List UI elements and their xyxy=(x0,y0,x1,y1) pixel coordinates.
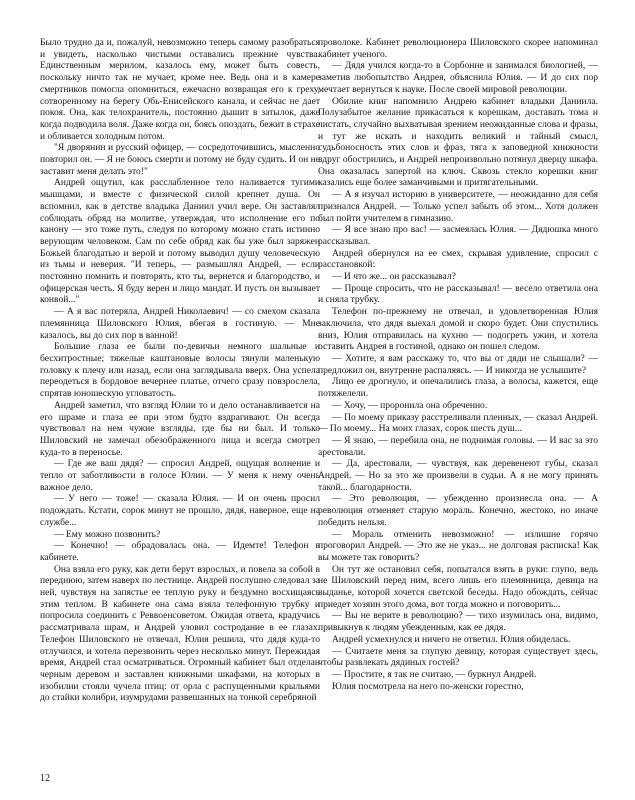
paragraph: — Простите, я так не считаю, — буркнул Андрей. xyxy=(332,668,537,680)
paragraph: Андрей ощутил, как расслабленное тело наливается тугими мышцами, и вместе с физической силой крепнет душа. Он вспомнил, как в детстве владыка Даниил учил вере. Он заставлял соблюдать обряд на молитве, утверждая, что исполнение его по канону — это тоже путь, следуя по которому можно стать истинно верующим человеком. Сам по себе обряд как бы уже был заряжен Божьей благодатью и верой и потому выводил душу человеческую из тьмы и неверия. "И теперь, — размышлял Андрей, — если постоянно помнить и повторять, кто ты, вернется и благородство, и офицерская честь. Я буду верен и лицо мандат. И пусть он вызывает конвой..." xyxy=(40,177,320,306)
paragraph: Юлия посмотрела на него по-женски горестно, xyxy=(332,680,524,692)
paragraph: — Считаете меня за глупую девицу, которая существует здесь, чтобы развлекать дядиных гостей? xyxy=(318,645,598,669)
paragraph: — Дядя учился когда-то в Сорбонне и занимался биологией, — заметив любопытство Андрея, объяснила Юлия. — И до сих пор мечтает вернуться к науке. После своей мировой революции. xyxy=(318,60,598,95)
page-number: 12 xyxy=(40,773,50,784)
paragraph: — А я изучал историю в университете, — неожиданно для себя признался Андрей. — Только успел забыть об этом... Хотя должен был пойти учителем в гимназию. xyxy=(318,189,598,224)
paragraph: Обилие книг напомнило Андрею кабинет владыки Даниила. Полузабытое желание прикасаться к корешкам, доставать тома и листать, случайно выхватывая зрением неожиданные слова и фразы, и тут же искать и находить великий и тайный смысл, судьбоносность этих слов и фраз, тяга к заповедной книжности вдруг обострились, и Андрей непроизвольно потянул дверцу шкафа. Она оказалась запертой на ключ. Сквозь стекло корешки книг казались еще более заманчивыми и притягательными. xyxy=(318,95,598,189)
paragraph: Андрей усмехнулся и ничего не ответил. Юлия обиделась. xyxy=(332,633,571,645)
paragraph: Андрей заметил, что взгляд Юлии то и дело останавливается на его шраме и глаза ее при этом будто вздрагивают. Он всегда чувствовал на нем чужие взгляды, где бы ни был. И только Шиловский не замечал обезображенного лица и всегда смотрел куда-то в переносье. xyxy=(40,399,320,458)
paragraph: Было трудно да и, пожалуй, невозможно теперь самому разобраться и увидеть, насколько чистыми оставались прежние чувства. Единственным мерилом, казалось ему, может быть совесть, поскольку ничто так не мучает, кроме нее. Ведь она и в камере смертников помогла опомниться, ежечасно возвращая его к греху, сотворенному на берегу Обь-Енисейского канала, и сейчас не дает покоя. Она, как телохранитель, постоянно дышит в затылок, даже когда подводила воля. Даже когда он, боясь опоздать, бежит в страхе и обливается холодным потом. xyxy=(40,37,320,142)
paragraph: — У него — тоже! — сказала Юлия. — И он очень просил подождать. Кстати, сорок минут не прошло, дядя, наверное, еще на службе... xyxy=(40,493,320,528)
left-text-column xyxy=(40,37,320,704)
paragraph: — Проще спросить, что не рассказывал! — весело ответила она и сняла трубку. xyxy=(318,282,598,306)
paragraph: Он тут же остановил себя, попытался взять в руки: глупо, ведь не Шиловский перед ним, всего лишь его племянница, девица на выданье, которой хочется светской беседы. Надо обождать, сейчас приедет хозяин этого дома, вот тогда можно и поговорить... xyxy=(318,563,598,610)
paragraph: — Это революция, — убежденно произнесла она. — А революция отменяет старую мораль. Конечно, жестоко, но иначе победить нельзя. xyxy=(318,493,598,528)
paragraph: Большие глаза ее были по-девичьи немного шальные и бесхитростные; тяжелые каштановые волосы тянули маленькую головку к плечу или назад, если она заглядывала вверх. Она успела переодеться в бордовое вечернее платье, отчего сразу повзрослела, спрятав юношескую угловатость. xyxy=(40,341,320,400)
paragraph: — И что же... он рассказывал? xyxy=(332,271,456,283)
paragraph: Андрей обернулся на ее смех, скрывая удивление, спросил с расстановкой: xyxy=(318,247,598,271)
paragraph: Она взяла его руку, как дети берут взрослых, и повела за собой в переднюю, затем наверх по лестнице. Андрей послушно следовал за ней, чувствуя на запястье ее теплую руку и бездумно восхищаясь этим теплом. В кабинете она сама взяла телефонную трубку и попросила соединить с Реввоенсоветом. Ожидая ответа, крадучись рассматривала шрам, и Андрей уловил состродание в ее глазах. Телефон Шиловского не отвечал, Юлия решила, что дядя куда-то отлучился, и хотела перезвонить через несколько минут. Пережидая время, Андрей стал осматриваться. Огромный кабинет был отделан черным деревом и заставлен книжными шкафами, на которых в изобилии стояли чучела птиц: от орла с распущенными крыльями до стайки колибри, изумрудами развешанных на тонкой серебряной xyxy=(40,563,320,704)
right-text-column xyxy=(318,37,598,692)
paragraph: — Хотите, я вам расскажу то, что вы от дяди не слышали? — предложил он, внутренне распаляясь. — И никогда не услышите? xyxy=(318,352,598,376)
paragraph: — Вы не верите в революцию? — тихо изумилась она, видимо, привыкнув к людям убежденным, как ее дядя. xyxy=(318,610,598,634)
paragraph: — Конечно! — обрадовалась она. — Идемте! Телефон в кабинете. xyxy=(40,540,320,563)
paragraph: — Да, арестовали, — чувствуя, как деревенеют губы, сказал Андрей. — Но за это же произвели в судьи. А я не могу принять такой... благодарности. xyxy=(318,458,598,493)
paragraph: Телефон по-прежнему не отвечал, и удовлетворенная Юлия заключила, что дядя выехал домой и скоро будет. Они спустились вниз, Юлия отправилась на кухню — подогреть ужин, и хотела оставить Андрея в гостиной, однако он пошел следом. xyxy=(318,306,598,353)
paragraph: — Я знаю, — перебила она, не поднимая головы. — И вас за это арестовали. xyxy=(318,434,598,458)
paragraph: "Я дворянин и русский офицер, — сосредоточившись, мысленно повторил он. — Я не боюсь смерти и потому не буду судить. И он не заставит меня делать это!" xyxy=(40,142,320,177)
paragraph: — Где же ваш дядя? — спросил Андрей, ощущая волнение и тепло от заботливости в голосе Юлии. — У меня к нему очень важное дело. xyxy=(40,458,320,493)
paragraph: — Я все знаю про вас! — засмеялась Юлия. — Дядюшка много рассказывал. xyxy=(318,224,598,247)
paragraph: — А я вас потеряла, Андрей Николаевич! — со смехом сказала племянница Шиловского Юлия, вбегая в гостиную. — Мне казалось, вы до сих пор в ванной! xyxy=(40,306,320,341)
paragraph: — По моему приказу расстреливали пленных, — сказал Андрей. — По моему... На моих глазах, сорок шесть душ... xyxy=(318,411,598,435)
paragraph: проволоке. Кабинет революционера Шиловского скорее напоминал кабинет ученого. xyxy=(318,37,598,60)
paragraph: Лицо ее дрогнуло, и опечалились глаза, а волосы, кажется, еще потяжелели. xyxy=(318,376,598,400)
paragraph: — Мораль отменить невозможно! — излишне горячо проговорил Андрей. — Это же не указ... не долговая расписка! Как вы можете так говорить? xyxy=(318,528,598,563)
paragraph: — Хочу, — проронила она обреченно. xyxy=(332,399,488,411)
paragraph: — Ему можно позвонить? xyxy=(54,528,161,540)
